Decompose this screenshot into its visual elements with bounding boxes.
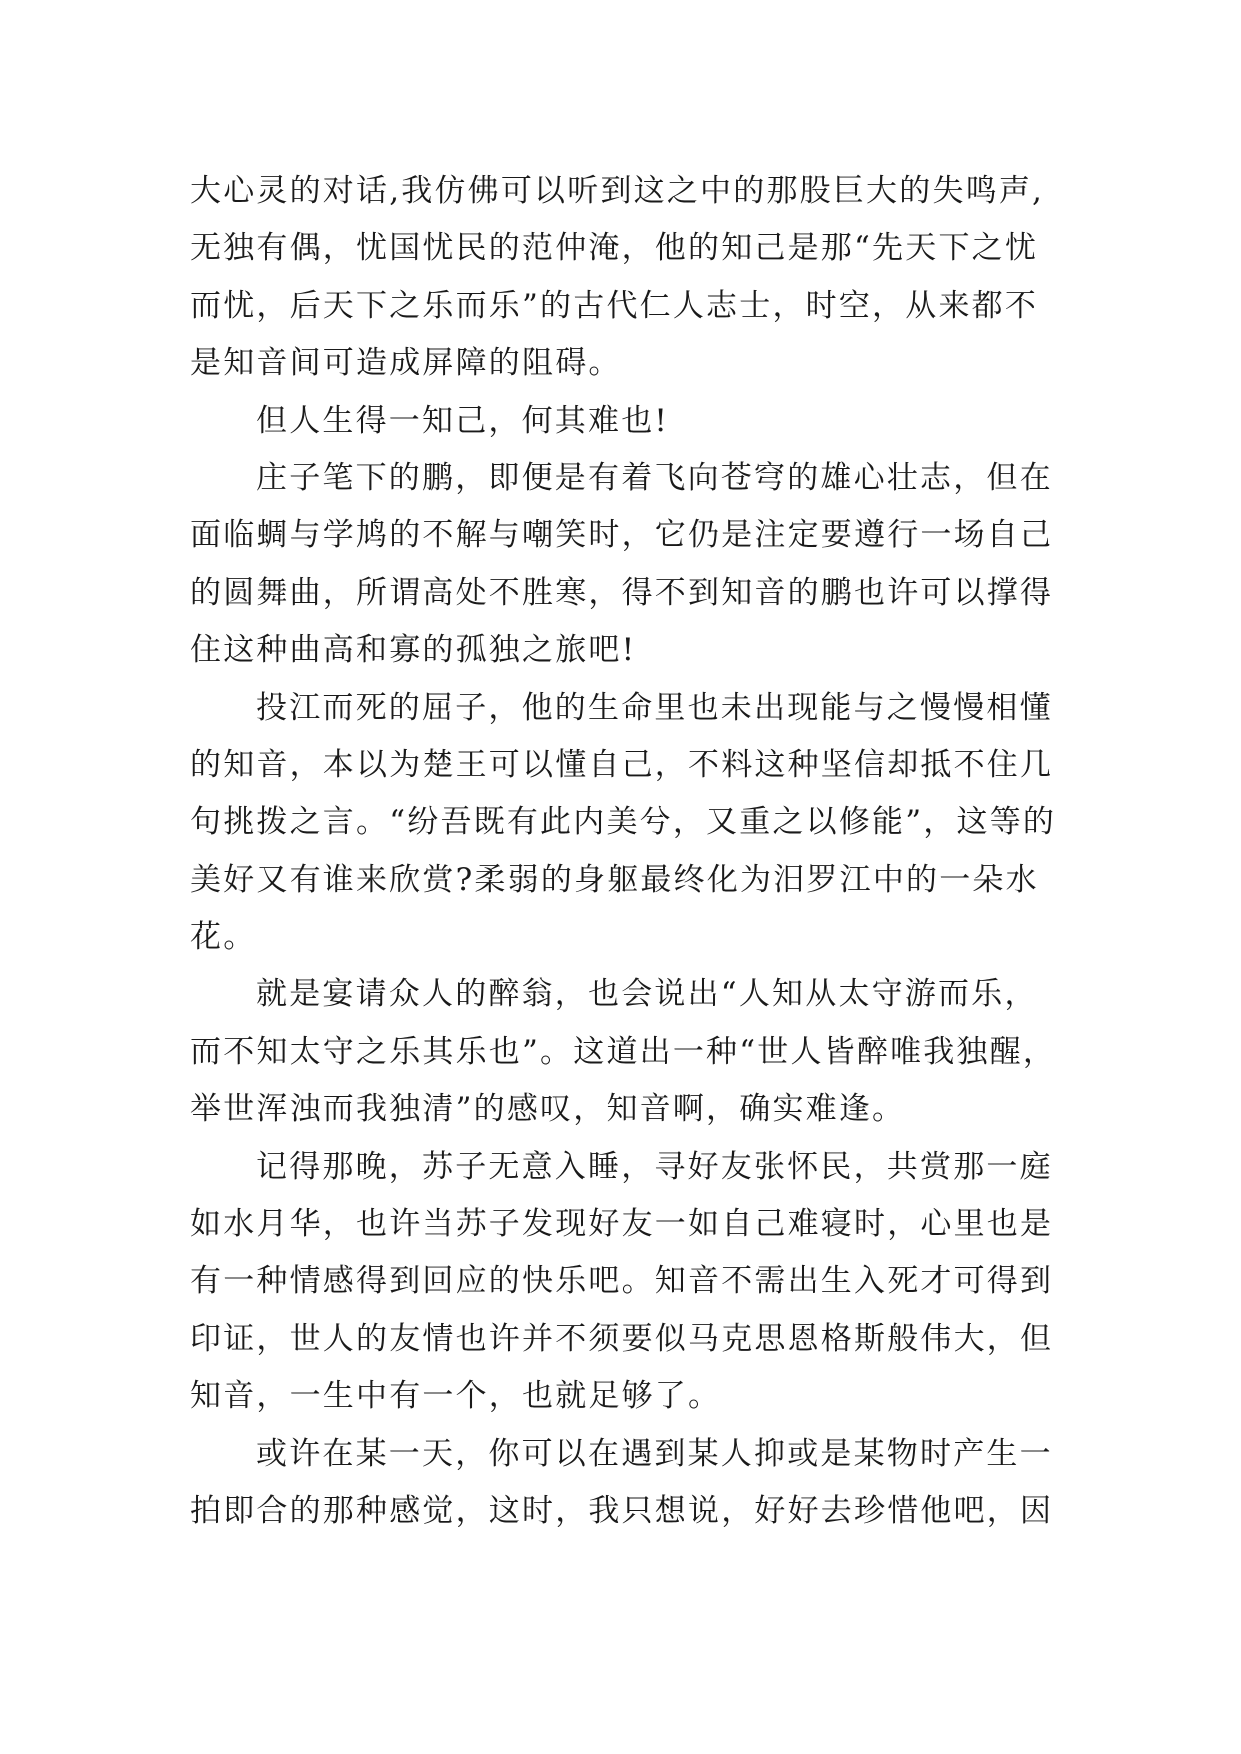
text-line: 大心灵的对话,我仿佛可以听到这之中的那股巨大的失鸣声, — [190, 173, 1045, 209]
text-line: 无独有偶，忧国忧民的范仲淹，他的知己是那“先天下之忧 — [190, 230, 1039, 267]
paragraph-first-line: 或许在某一天，你可以在遇到某人抑或是某物时产生一 — [256, 1435, 1053, 1472]
paragraph-first-line: 投江而死的屈子，他的生命里也未出现能与之慢慢相懂 — [256, 689, 1053, 726]
text-line: 的圆舞曲，所谓高处不胜寒，得不到知音的鹏也许可以撑得 — [190, 574, 1054, 611]
paragraph-first-line: 就是宴请众人的醉翁，也会说出“人知从太守游而乐， — [256, 976, 1038, 1013]
text-line: 举世浑浊而我独清”的感叹，知音啊，确实难逢。 — [190, 1091, 906, 1128]
text-line: 句挑拨之言。“纷吾既有此内美兮，又重之以修能”，这等的 — [190, 804, 1057, 841]
text-line: 如水月华，也许当苏子发现好友一如自己难寝时，心里也是 — [190, 1206, 1054, 1243]
text-line: 住这种曲高和寡的孤独之旅吧! — [190, 632, 637, 669]
text-line: 而忧，后天下之乐而乐”的古代仁人志士，时空，从来都不 — [190, 287, 1039, 324]
text-line: 的知音，本以为楚王可以懂自己，不料这种坚信却抵不住几 — [190, 746, 1054, 783]
text-line: 有一种情感得到回应的快乐吧。知音不需出生入死才可得到 — [190, 1263, 1054, 1300]
text-line: 知音，一生中有一个，也就足够了。 — [190, 1378, 722, 1415]
text-line: 是知音间可造成屏障的阻碍。 — [190, 345, 622, 382]
essay-body — [190, 163, 1090, 1540]
text-line: 拍即合的那种感觉，这时，我只想说，好好去珍惜他吧，因 — [190, 1492, 1054, 1529]
paragraph-first-line: 但人生得一知己，何其难也! — [256, 402, 670, 439]
text-line: 印证，世人的友情也许并不须要似马克思恩格斯般伟大，但 — [190, 1320, 1054, 1357]
text-line: 面临蜩与学鸠的不解与嘲笑时，它仍是注定要遵行一场自己 — [190, 517, 1054, 554]
text-line: 美好又有谁来欣赏?柔弱的身躯最终化为汨罗江中的一朵水 — [190, 861, 1039, 898]
paragraph-first-line: 记得那晚，苏子无意入睡，寻好友张怀民，共赏那一庭 — [256, 1148, 1053, 1185]
text-line: 而不知太守之乐其乐也”。这道出一种“世人皆醉唯我独醒， — [190, 1033, 1057, 1070]
paragraph-first-line: 庄子笔下的鹏，即便是有着飞向苍穹的雄心壮志，但在 — [256, 459, 1053, 496]
text-line: 花。 — [190, 919, 257, 956]
